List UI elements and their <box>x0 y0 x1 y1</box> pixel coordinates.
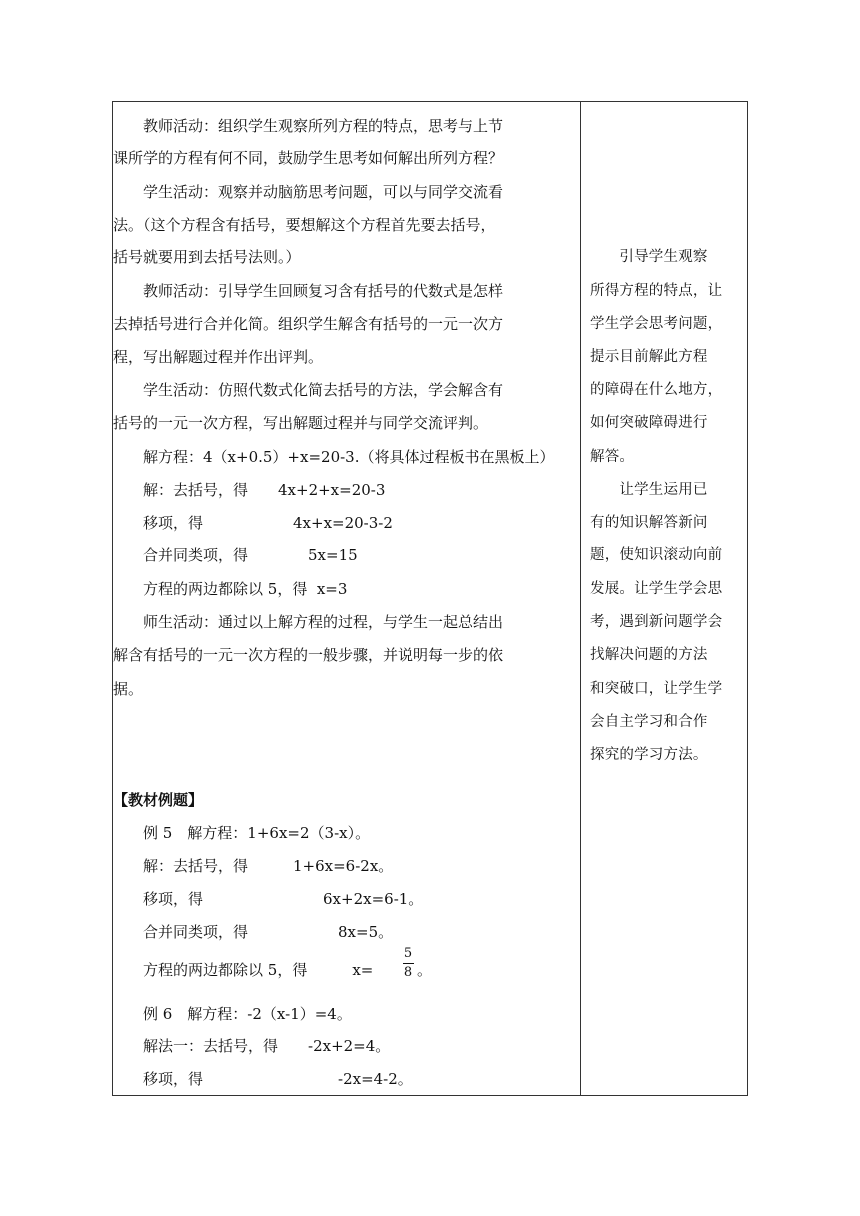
main-line-14: 合并同类项，得 5x=15 <box>113 546 358 564</box>
example-line-5: 方程的两边都除以 5，得 x= <box>113 961 374 979</box>
main-line-10: 括号的一元一次方程，写出解题过程并与同学交流评判。 <box>113 414 489 432</box>
side-line-3: 学生学会思考问题， <box>590 316 723 332</box>
main-line-7: 去掉括号进行合并化简。组织学生解含有括号的一元一次方 <box>113 315 504 333</box>
example-line-2: 解：去括号，得 1+6x=6-2x。 <box>113 857 394 875</box>
fraction-numerator: 5 <box>403 946 413 961</box>
fraction-bar <box>403 963 414 964</box>
side-line-10: 题，使知识滚动向前 <box>590 547 723 563</box>
main-line-18: 据。 <box>113 680 144 698</box>
fraction-suffix: 。 <box>417 961 433 979</box>
fraction-denominator: 8 <box>403 965 413 980</box>
side-line-11: 发展。让学生学会思 <box>590 581 723 597</box>
main-line-16: 师生活动：通过以上解方程的过程，与学生一起总结出 <box>113 613 504 631</box>
main-line-3: 学生活动：观察并动脑筋思考问题，可以与同学交流看 <box>113 183 504 201</box>
side-line-7: 解答。 <box>590 449 635 465</box>
side-line-5: 的障碍在什么地方， <box>590 382 723 398</box>
example-line-3: 移项，得 6x+2x=6-1。 <box>113 890 424 908</box>
main-line-11: 解方程：4（x+0.5）+x=20-3.（将具体过程板书在黑板上） <box>113 448 555 466</box>
side-line-6: 如何突破障碍进行 <box>590 415 708 431</box>
main-line-12: 解：去括号，得 4x+2+x=20-3 <box>113 481 386 499</box>
example-line-1: 例 5 解方程：1+6x=2（3-x）。 <box>113 824 371 842</box>
side-line-9: 有的知识解答新问 <box>590 515 708 531</box>
side-line-4: 提示目前解此方程 <box>590 349 708 365</box>
example-line-8: 移项，得 -2x=4-2。 <box>113 1070 413 1088</box>
main-line-5: 括号就要用到去括号法则。） <box>113 248 301 266</box>
column-divider <box>580 102 581 1095</box>
side-line-13: 找解决问题的方法 <box>590 647 708 663</box>
main-line-1: 教师活动：组织学生观察所列方程的特点，思考与上节 <box>113 117 504 135</box>
side-line-14: 和突破口，让学生学 <box>590 681 723 697</box>
side-line-12: 考，遇到新问题学会 <box>590 614 723 630</box>
example-line-7: 解法一：去括号，得 -2x+2=4。 <box>113 1037 391 1055</box>
main-line-8: 程，写出解题过程并作出评判。 <box>113 348 324 366</box>
side-line-2: 所得方程的特点，让 <box>590 283 723 299</box>
lesson-table <box>112 101 748 1096</box>
main-line-15: 方程的两边都除以 5，得 x=3 <box>113 580 348 598</box>
side-line-16: 探究的学习方法。 <box>590 747 708 763</box>
example-line-4: 合并同类项，得 8x=5。 <box>113 923 394 941</box>
side-line-1: 引导学生观察 <box>590 249 708 265</box>
main-line-4: 法。（这个方程含有括号，要想解这个方程首先要去括号， <box>113 216 496 234</box>
main-line-13: 移项，得 4x+x=20-3-2 <box>113 514 393 532</box>
main-line-17: 解含有括号的一元一次方程的一般步骤，并说明每一步的依 <box>113 646 504 664</box>
example-line-6: 例 6 解方程：-2（x-1）=4。 <box>113 1005 352 1023</box>
side-line-15: 会自主学习和合作 <box>590 714 708 730</box>
side-line-8: 让学生运用已 <box>590 482 708 498</box>
main-line-6: 教师活动：引导学生回顾复习含有括号的代数式是怎样 <box>113 282 504 300</box>
main-line-9: 学生活动：仿照代数式化简去括号的方法，学会解含有 <box>113 381 504 399</box>
main-line-2: 课所学的方程有何不同，鼓励学生思考如何解出所列方程？ <box>113 149 504 167</box>
section-title: 【教材例题】 <box>113 791 204 809</box>
